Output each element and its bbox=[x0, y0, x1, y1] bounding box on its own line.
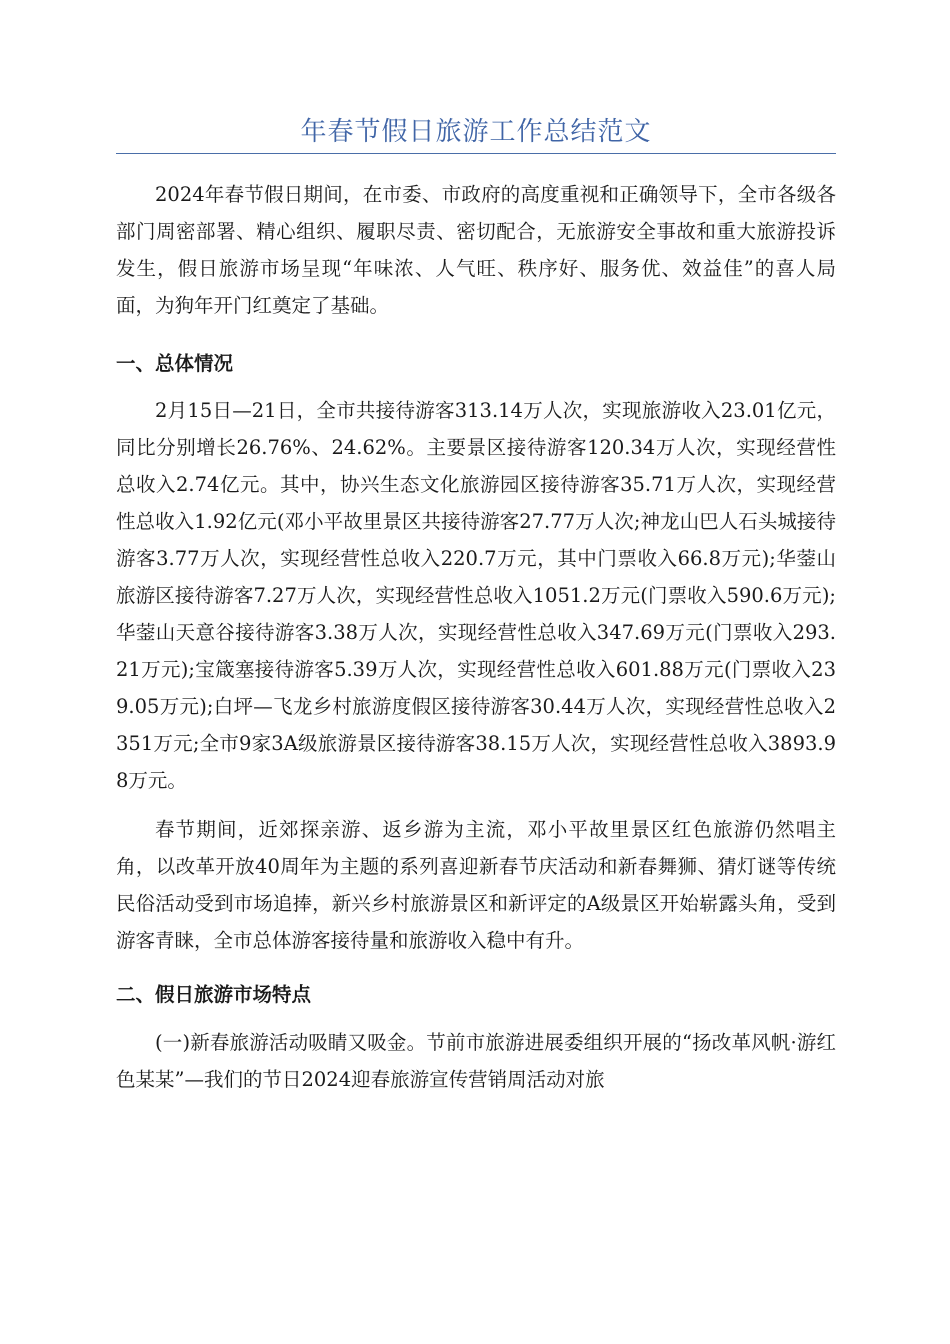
overview-statistics-paragraph: 2月15日—21日，全市共接待游客313.14万人次，实现旅游收入23.01亿元，同比分别增长26.76%、24.62%。主要景区接待游客120.34万人次，实现经营性总收入2.74亿元。其中，协兴生态文化旅游园区接待游客35.71万人次，实现经营性总收入1.92亿元(邓小平故里景区共接待游客27.77万人次;神龙山巴人石头城接待游客3.77万人次，实现经营性总收入220.7万元，其中门票收入66.8万元);华蓥山旅游区接待游客7.27万人次，实现经营性总收入1051.2万元(门票收入590.6万元);华蓥山天意谷接待游客3.38万人次，实现经营性总收入347.69万元(门票收入293.21万元);宝箴塞接待游客5.39万人次，实现经营性总收入601.88万元(门票收入239.05万元);白坪—飞龙乡村旅游度假区接待游客30.44万人次，实现经营性总收入2351万元;全市9家3A级旅游景区接待游客38.15万人次，实现经营性总收入3893.98万元。 bbox=[116, 399, 836, 792]
document-title: 年春节假日旅游工作总结范文 bbox=[300, 117, 652, 147]
section-heading-overview: 一、总体情况 bbox=[116, 352, 234, 375]
intro-paragraph: 2024年春节假日期间，在市委、市政府的高度重视和正确领导下，全市各级各部门周密部署、精心组织、履职尽责、密切配合，无旅游安全事故和重大旅游投诉发生，假日旅游市场呈现“年味浓、人气旺、秩序好、服务优、效益佳”的喜人局面，为狗年开门红奠定了基础。 bbox=[116, 183, 836, 317]
section-heading-market-features: 二、假日旅游市场特点 bbox=[116, 983, 312, 1006]
document-page bbox=[116, 112, 836, 1098]
market-features-paragraph: (一)新春旅游活动吸睛又吸金。节前市旅游进展委组织开展的“扬改革风帆·游红色某某”—我们的节日2024迎春旅游宣传营销周活动对旅 bbox=[116, 1031, 836, 1091]
title-underline bbox=[116, 153, 836, 154]
overview-summary-paragraph: 春节期间，近郊探亲游、返乡游为主流，邓小平故里景区红色旅游仍然唱主角，以改革开放40周年为主题的系列喜迎新春节庆活动和新春舞狮、猜灯谜等传统民俗活动受到市场追捧，新兴乡村旅游景区和新评定的A级景区开始崭露头角，受到游客青睐，全市总体游客接待量和旅游收入稳中有升。 bbox=[116, 818, 836, 952]
